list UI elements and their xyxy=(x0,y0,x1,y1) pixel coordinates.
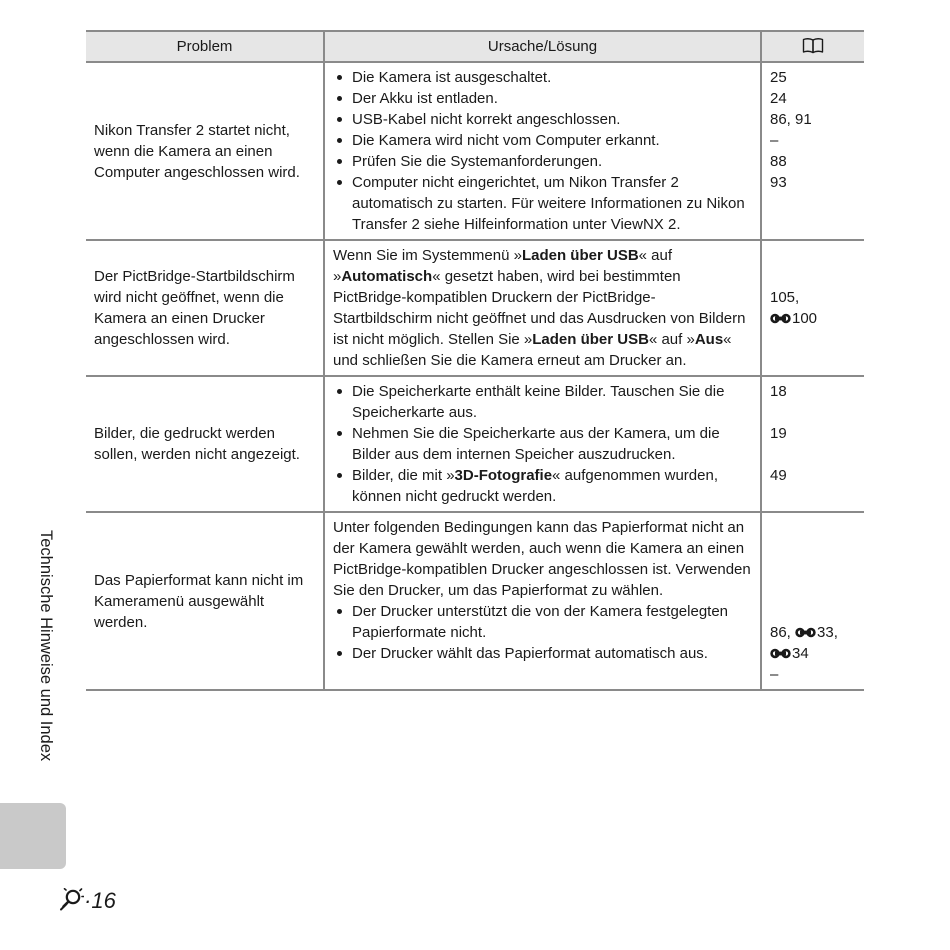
section-tab-marker xyxy=(0,803,66,869)
list-item: Die Kamera ist ausgeschaltet. xyxy=(333,67,753,88)
cause-text: « und schließen Sie die Kamera erneut am Drucker an. xyxy=(333,331,732,369)
list-item: Die Kamera wird nicht vom Computer erkannt. xyxy=(333,130,753,151)
page-reference: 93 xyxy=(770,174,787,191)
list-item: Der Drucker unterstützt die von der Kamera festgelegten Papierformate nicht. xyxy=(333,601,753,643)
header-problem: Problem xyxy=(176,38,233,55)
menu-option-label: Laden über USB xyxy=(532,331,649,348)
cause-text: « gesetzt haben, wird bei bestimmten PictBridge-kompatiblen Druckern der PictBridge-Startbildschirm nicht geöffnet und das Ausdrucken von Bildern ist nicht möglich. Stellen Sie » xyxy=(333,268,746,348)
header-page-reference xyxy=(761,31,864,62)
page-reference: 49 xyxy=(770,467,787,484)
page-reference-number: 34 xyxy=(792,645,809,662)
page-reference: 25 xyxy=(770,69,787,86)
section-side-label: Technische Hinweise und Index xyxy=(37,530,55,762)
list-item: USB-Kabel nicht korrekt angeschlossen. xyxy=(333,109,753,130)
menu-option-label: Automatisch xyxy=(341,268,433,285)
cause-list xyxy=(333,601,753,664)
page-reference xyxy=(770,622,857,643)
page-reference-spacer xyxy=(770,517,857,538)
cause-text: « aufgenommen wurden, können nicht gedruckt werden. xyxy=(352,467,718,505)
page-reference: – xyxy=(770,132,779,149)
table-row xyxy=(86,512,864,690)
page-reference: 105, xyxy=(770,289,800,306)
page-reference-spacer xyxy=(770,402,857,423)
menu-option-label: Aus xyxy=(694,331,724,348)
cause-list xyxy=(333,381,753,507)
page-reference-number: 33, xyxy=(817,624,838,641)
list-item: Der Akku ist entladen. xyxy=(333,88,753,109)
page-reference-spacer xyxy=(770,538,857,559)
list-item xyxy=(333,465,753,507)
table-row xyxy=(86,376,864,512)
table-header-row xyxy=(86,31,864,62)
page-reference-spacer xyxy=(770,444,857,465)
page-reference-spacer xyxy=(770,559,857,580)
page-reference: 86, 91 xyxy=(770,111,812,128)
page-number-value: 16 xyxy=(91,888,116,913)
reference-section-icon xyxy=(770,648,791,659)
page-reference: 19 xyxy=(770,425,787,442)
problem-cell: Das Papierformat kann nicht im Kameramenü ausgewählt werden. xyxy=(94,571,304,631)
page-reference: 24 xyxy=(770,90,787,107)
list-item: Computer nicht eingerichtet, um Nikon Transfer 2 automatisch zu starten. Für weitere Informationen zu Nikon Transfer 2 siehe Hilfeinformation unter ViewNX 2. xyxy=(333,172,753,235)
page-reference-number: 86, xyxy=(770,624,796,641)
cause-text: « auf » xyxy=(333,247,673,285)
tips-icon xyxy=(58,888,84,912)
page-reference xyxy=(770,308,857,329)
reference-cell xyxy=(761,376,864,512)
problem-cell: Nikon Transfer 2 startet nicht, wenn die Kamera an einen Computer angeschlossen wird. xyxy=(94,121,300,181)
cause-cell xyxy=(324,512,761,690)
table-row xyxy=(86,240,864,376)
page-reference-number: 100 xyxy=(792,310,818,327)
book-icon xyxy=(802,37,824,54)
cause-cell xyxy=(324,376,761,512)
menu-option-label: Laden über USB xyxy=(521,247,639,264)
reference-section-icon xyxy=(795,627,816,638)
menu-option-label: 3D-Fotografie xyxy=(454,467,553,484)
page-reference: – xyxy=(770,666,779,683)
reference-cell xyxy=(761,512,864,690)
problem-cell: Bilder, die gedruckt werden sollen, werden nicht angezeigt. xyxy=(94,425,300,463)
list-item: Nehmen Sie die Speicherkarte aus der Kamera, um die Bilder aus dem internen Speicher auszudrucken. xyxy=(333,423,753,465)
cause-text: Wenn Sie im Systemmenü » xyxy=(333,247,522,264)
cause-cell xyxy=(324,240,761,376)
page-reference xyxy=(770,643,857,664)
troubleshooting-table xyxy=(86,30,864,691)
page-number xyxy=(58,888,116,914)
list-item: Die Speicherkarte enthält keine Bilder. Tauschen Sie die Speicherkarte aus. xyxy=(333,381,753,423)
reference-section-icon xyxy=(770,313,791,324)
reference-cell xyxy=(761,62,864,240)
page-reference-spacer xyxy=(770,601,857,622)
list-item: Der Drucker wählt das Papierformat automatisch aus. xyxy=(333,643,753,664)
page-reference: 88 xyxy=(770,153,787,170)
table-row xyxy=(86,62,864,240)
cause-text: Bilder, die mit » xyxy=(352,467,455,484)
cause-list xyxy=(333,67,753,235)
page-reference: 18 xyxy=(770,383,787,400)
cause-text: « auf » xyxy=(648,331,695,348)
list-item: Prüfen Sie die Systemanforderungen. xyxy=(333,151,753,172)
header-cause: Ursache/Lösung xyxy=(324,31,761,62)
cause-intro: Unter folgenden Bedingungen kann das Papierformat nicht an der Kamera gewählt werden, auch wenn die Kamera an einen PictBridge-kompatiblen Drucker angeschlossen ist. Verwenden Sie den Drucker, um das Papierformat zu wählen. xyxy=(333,519,751,599)
problem-cell: Der PictBridge-Startbildschirm wird nicht geöffnet, wenn die Kamera an einen Drucker angeschlossen wird. xyxy=(94,268,295,348)
page-reference-spacer xyxy=(770,580,857,601)
page-number-separator: · xyxy=(84,888,92,913)
cause-cell xyxy=(324,62,761,240)
reference-cell xyxy=(761,240,864,376)
